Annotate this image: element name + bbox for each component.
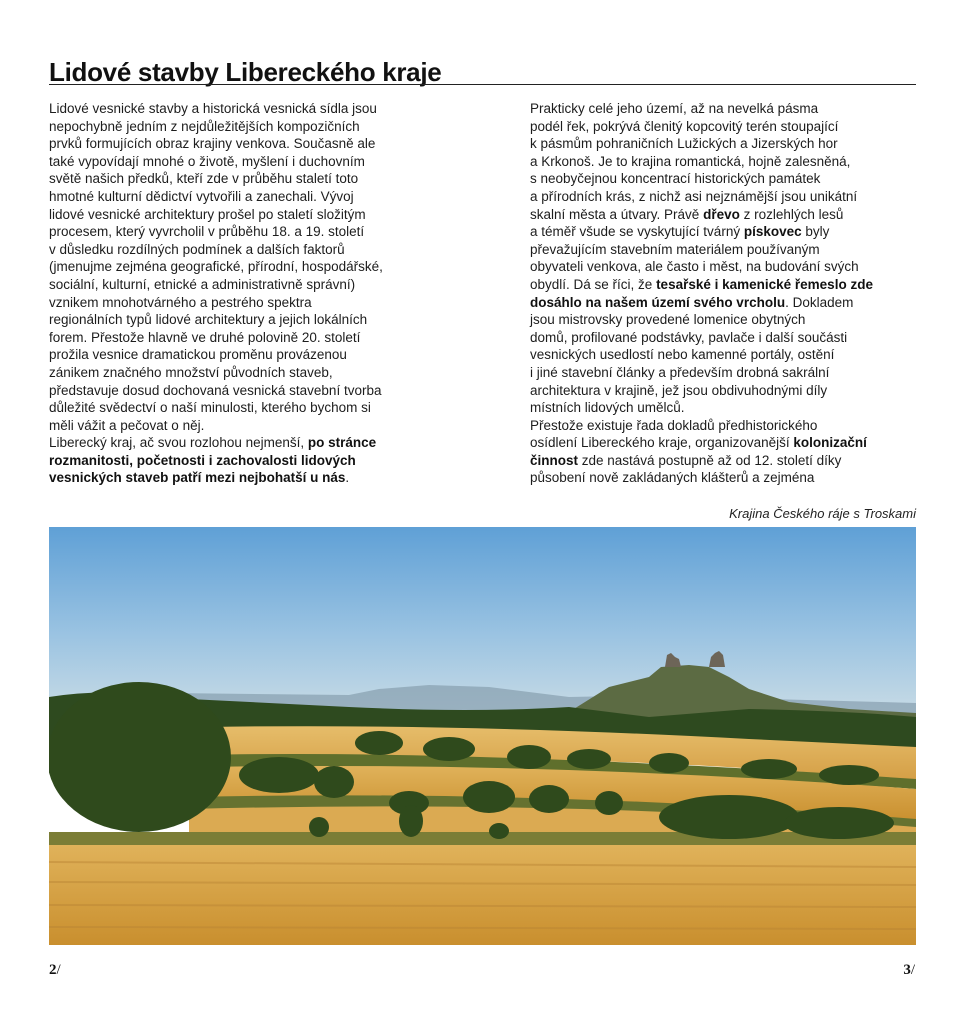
text-line: prožila vesnice dramatickou proměnu provázenou — [49, 347, 347, 363]
text-line: (jmenujme zejména geografické, přírodní, hospodářské, — [49, 259, 383, 275]
text-span: . Dokladem — [785, 294, 854, 310]
liberec-paragraph — [49, 434, 449, 487]
text-line — [530, 452, 920, 470]
text-span: z rozlehlých lesů — [739, 206, 844, 222]
text-line: vznikem mnohotvárného a pestrého spektra — [49, 294, 312, 310]
text-line: jsou mistrovsky provedené lomenice obytných — [530, 312, 806, 328]
text-line: převažujícím stavebním materiálem používaným — [530, 241, 820, 257]
text-line: architektura v krajině, jež jsou obdivuhodnými díly — [530, 382, 828, 398]
bold-phrase: činnost — [530, 452, 579, 468]
text-line: Přestože existuje řada dokladů předhistorického — [530, 417, 818, 433]
text-line: působení nově zakládaných klášterů a zejména — [530, 470, 815, 486]
text-line: lidové vesnické architektury prošel po staletí složitým — [49, 206, 366, 222]
page-number: 2 — [49, 962, 57, 978]
foreground-field — [49, 845, 916, 945]
text-line: prvků formujících obraz krajiny venkova. Současně ale — [49, 136, 376, 152]
page-title: Lidové stavby Libereckého kraje — [49, 57, 442, 87]
text-span: obydlí. Dá se říci, že — [530, 276, 657, 292]
text-line — [530, 276, 920, 294]
text-line: sociální, kulturní, etnické a administrativně správní) — [49, 276, 356, 292]
text-span: byly — [801, 224, 830, 240]
bold-phrase: rozmanitosti, početnosti i zachovalosti lidových — [49, 452, 356, 468]
text-line: i jiné stavební články a především drobná sakrální — [530, 364, 830, 380]
page-slash: / — [910, 962, 915, 978]
text-line — [530, 434, 920, 452]
bold-phrase: dosáhlo na našem území svého vrcholu — [530, 294, 786, 310]
text-line: s neobyčejnou koncentrací historických památek — [530, 171, 821, 187]
title-underline — [49, 84, 916, 85]
right-text-column — [530, 100, 920, 487]
photo-caption: Krajina Českého ráje s Troskami — [729, 506, 916, 521]
intro-paragraph — [49, 100, 449, 434]
text-line: důležité svědectví o naší minulosti, kterého bychom si — [49, 400, 371, 416]
text-line: nepochybně jedním z nejdůležitějších kompozičních — [49, 118, 360, 134]
text-line: regionálních typů lidové architektury a jejich lokálních — [49, 312, 368, 328]
page-number: 3 — [903, 962, 911, 978]
text-line: a přírodních krás, z nichž asi nejznámější jsou unikátní — [530, 188, 858, 204]
text-line: vesnických usedlostí nebo kamenné portály, ostění — [530, 347, 835, 363]
text-span: skalní města a útvary. Právě — [530, 206, 704, 222]
text-span: osídlení Libereckého kraje, organizovanější — [530, 435, 794, 451]
bold-phrase: tesařské i kamenické řemeslo zde — [656, 276, 873, 292]
text-line: forem. Přestože hlavně ve druhé polovině 20. století — [49, 329, 361, 345]
text-line: obyvateli venkova, ale často i měst, na budování svých — [530, 259, 859, 275]
bold-phrase: po stránce — [307, 435, 377, 451]
text-line: představuje dosud dochovaná vesnická stavební tvorba — [49, 382, 382, 398]
text-span: zde nastává postupně až od 12. století díky — [578, 452, 842, 468]
text-line: procesem, který vyvrcholil v průběhu 18. a 19. století — [49, 224, 365, 240]
text-span: . — [345, 470, 350, 486]
text-line: Prakticky celé jeho území, až na nevelká pásma — [530, 101, 819, 116]
bold-phrase: vesnických staveb patří mezi nejbohatší u nás — [49, 470, 346, 486]
page-number-left — [49, 962, 61, 979]
text-line: podél řek, pokrývá členitý kopcovitý terén stoupající — [530, 118, 839, 134]
text-line: zánikem značného množství původních staveb, — [49, 364, 333, 380]
text-line: domů, profilované podstávky, pavlače i další součásti — [530, 329, 848, 345]
text-line: Lidové vesnické stavby a historická vesnická sídla jsou — [49, 101, 377, 116]
left-text-column — [49, 100, 449, 487]
text-line: k pásmům pohraničních Lužických a Jizerských hor — [530, 136, 838, 152]
terrain-paragraph — [530, 100, 920, 417]
page-slash: / — [56, 962, 61, 978]
colonization-paragraph — [530, 417, 920, 487]
text-line: a Krkonoš. Je to krajina romantická, hojně zalesněná, — [530, 153, 851, 169]
text-line: v důsledku rozdílných podmínek a dalších faktorů — [49, 241, 345, 257]
bold-phrase: dřevo — [703, 206, 740, 222]
text-line: měli vážit a pečovat o něj. — [49, 417, 205, 433]
green-strip-3 — [49, 832, 916, 846]
text-line — [530, 294, 920, 312]
landscape-photo — [49, 527, 916, 945]
text-line — [530, 206, 920, 224]
text-line: také vypovídají mnohé o životě, myšlení i duchovním — [49, 153, 365, 169]
text-span: a téměř všude se vyskytující tvárný — [530, 224, 744, 240]
bold-phrase: kolonizační — [793, 435, 867, 451]
page-number-right — [903, 962, 915, 979]
text-line: místních lidových umělců. — [530, 400, 685, 416]
bold-phrase: pískovec — [743, 224, 802, 240]
text-line — [530, 223, 920, 241]
text-line: světě našich předků, kteří zde v průběhu staletí toto — [49, 171, 359, 187]
text-line: hmotné kulturní dědictví vytvořili a zanechali. Vývoj — [49, 188, 354, 204]
text-span: Liberecký kraj, ač svou rozlohou nejmenší, — [49, 435, 308, 451]
